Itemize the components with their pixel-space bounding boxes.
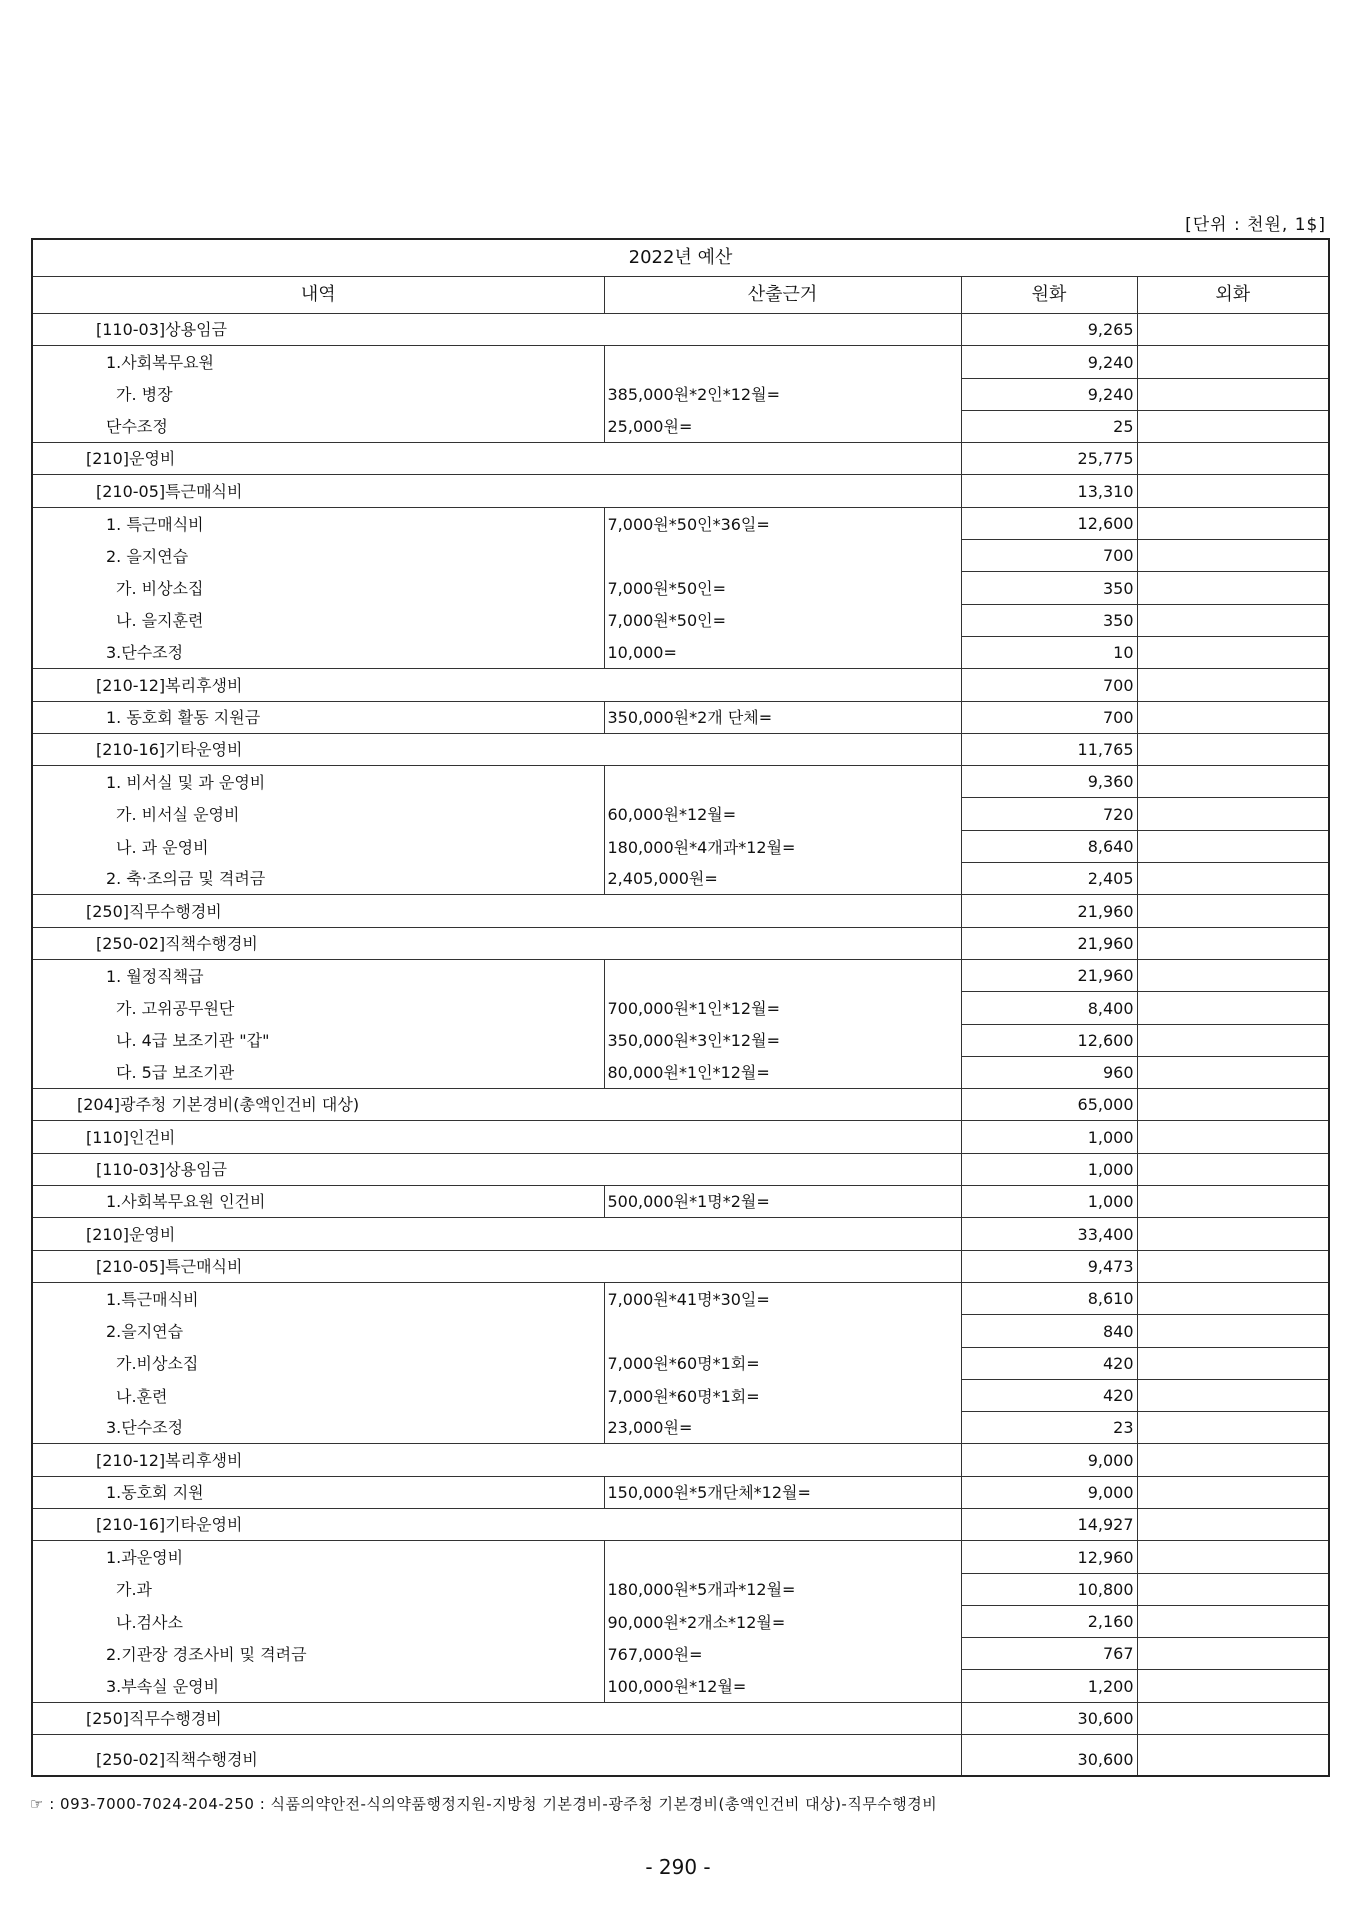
section-row [32, 1702, 1329, 1734]
foreign-amount [1137, 572, 1329, 604]
section-row [32, 1250, 1329, 1282]
item-label: [210-16]기타운영비 [32, 1508, 961, 1540]
krw-amount: 14,927 [961, 1508, 1137, 1540]
calculation-basis: 60,000원*12월= [604, 798, 961, 830]
krw-amount: 9,473 [961, 1250, 1137, 1282]
detail-row [32, 346, 1329, 378]
krw-amount: 9,265 [961, 314, 1137, 346]
detail-row [32, 863, 1329, 895]
foreign-amount [1137, 507, 1329, 539]
krw-amount: 25 [961, 410, 1137, 442]
detail-row [32, 992, 1329, 1024]
item-label: [210-05]특근매식비 [32, 1250, 961, 1282]
krw-amount: 9,000 [961, 1444, 1137, 1476]
calculation-basis: 385,000원*2인*12월= [604, 378, 961, 410]
calculation-basis [604, 1315, 961, 1347]
item-label: 1.과운영비 [32, 1541, 604, 1573]
detail-row [32, 540, 1329, 572]
item-label: 단수조정 [32, 410, 604, 442]
item-label: [250-02]직책수행경비 [32, 1735, 961, 1777]
krw-amount: 33,400 [961, 1218, 1137, 1250]
item-label: [110-03]상용임금 [32, 314, 961, 346]
foreign-amount [1137, 314, 1329, 346]
item-label: [210]운영비 [32, 443, 961, 475]
detail-row [32, 701, 1329, 733]
foreign-amount [1137, 733, 1329, 765]
foreign-amount [1137, 378, 1329, 410]
section-row [32, 733, 1329, 765]
krw-amount: 8,400 [961, 992, 1137, 1024]
krw-amount: 30,600 [961, 1702, 1137, 1734]
foreign-amount [1137, 863, 1329, 895]
section-row [32, 475, 1329, 507]
krw-amount: 420 [961, 1347, 1137, 1379]
foreign-amount [1137, 1508, 1329, 1540]
item-label: 나.훈련 [32, 1379, 604, 1411]
foreign-amount [1137, 443, 1329, 475]
calculation-basis: 25,000원= [604, 410, 961, 442]
calculation-basis: 7,000원*50인= [604, 604, 961, 636]
krw-amount: 9,360 [961, 766, 1137, 798]
item-label: [110]인건비 [32, 1121, 961, 1153]
item-label: 가. 병장 [32, 378, 604, 410]
calculation-basis: 7,000원*60명*1회= [604, 1379, 961, 1411]
item-label: [210-05]특근매식비 [32, 475, 961, 507]
foreign-amount [1137, 636, 1329, 668]
detail-row [32, 1412, 1329, 1444]
item-label: 나. 을지훈련 [32, 604, 604, 636]
detail-row [32, 1379, 1329, 1411]
detail-row [32, 798, 1329, 830]
calculation-basis: 700,000원*1인*12월= [604, 992, 961, 1024]
calculation-basis: 180,000원*4개과*12월= [604, 830, 961, 862]
section-row [32, 314, 1329, 346]
krw-amount: 12,600 [961, 507, 1137, 539]
item-label: [210-16]기타운영비 [32, 733, 961, 765]
foreign-amount [1137, 1282, 1329, 1314]
foreign-amount [1137, 604, 1329, 636]
calculation-basis: 150,000원*5개단체*12월= [604, 1476, 961, 1508]
foreign-amount [1137, 1379, 1329, 1411]
foreign-amount [1137, 1056, 1329, 1088]
krw-amount: 1,000 [961, 1153, 1137, 1185]
calculation-basis: 350,000원*2개 단체= [604, 701, 961, 733]
foreign-amount [1137, 1218, 1329, 1250]
krw-amount: 25,775 [961, 443, 1137, 475]
detail-row [32, 410, 1329, 442]
item-label: 3.단수조정 [32, 1412, 604, 1444]
calculation-basis [604, 766, 961, 798]
calculation-basis: 767,000원= [604, 1638, 961, 1670]
detail-row [32, 1476, 1329, 1508]
item-label: [110-03]상용임금 [32, 1153, 961, 1185]
item-label: 3.부속실 운영비 [32, 1670, 604, 1702]
section-row [32, 1444, 1329, 1476]
detail-row [32, 1347, 1329, 1379]
foreign-amount [1137, 1735, 1329, 1777]
foreign-amount [1137, 669, 1329, 701]
item-label: [250]직무수행경비 [32, 1702, 961, 1734]
foreign-amount [1137, 346, 1329, 378]
account-code-footnote: ☞ : 093-7000-7024-204-250 : 식품의약안전-식의약품행정지원-지방청 기본경비-광주청 기본경비(총액인건비 대상)-직무수행경비 [30, 1795, 938, 1813]
krw-amount: 960 [961, 1056, 1137, 1088]
foreign-amount [1137, 701, 1329, 733]
krw-amount: 700 [961, 701, 1137, 733]
foreign-amount [1137, 1089, 1329, 1121]
foreign-amount [1137, 475, 1329, 507]
foreign-amount [1137, 992, 1329, 1024]
foreign-amount [1137, 1347, 1329, 1379]
table-header-row [32, 277, 1329, 314]
foreign-amount [1137, 1444, 1329, 1476]
krw-amount: 9,240 [961, 378, 1137, 410]
header-foreign: 외화 [1137, 277, 1329, 314]
header-basis: 산출근거 [604, 277, 961, 314]
item-label: 1.사회복무요원 인건비 [32, 1186, 604, 1218]
calculation-basis: 7,000원*50인= [604, 572, 961, 604]
krw-amount: 23 [961, 1412, 1137, 1444]
item-label: 1. 비서실 및 과 운영비 [32, 766, 604, 798]
item-label: 2.기관장 경조사비 및 격려금 [32, 1638, 604, 1670]
section-row [32, 1121, 1329, 1153]
table-title: 2022년 예산 [32, 239, 1329, 277]
item-label: 2. 축·조의금 및 격려금 [32, 863, 604, 895]
calculation-basis: 90,000원*2개소*12월= [604, 1605, 961, 1637]
item-label: 1.동호회 지원 [32, 1476, 604, 1508]
section-row [32, 669, 1329, 701]
krw-amount: 720 [961, 798, 1137, 830]
calculation-basis: 500,000원*1명*2월= [604, 1186, 961, 1218]
section-row [32, 895, 1329, 927]
detail-row [32, 507, 1329, 539]
foreign-amount [1137, 410, 1329, 442]
detail-row [32, 1573, 1329, 1605]
krw-amount: 21,960 [961, 927, 1137, 959]
krw-amount: 8,610 [961, 1282, 1137, 1314]
detail-row [32, 1315, 1329, 1347]
detail-row [32, 572, 1329, 604]
krw-amount: 65,000 [961, 1089, 1137, 1121]
item-label: [210-12]복리후생비 [32, 1444, 961, 1476]
item-label: 나. 과 운영비 [32, 830, 604, 862]
item-label: [210-12]복리후생비 [32, 669, 961, 701]
header-description: 내역 [32, 277, 604, 314]
detail-row [32, 1282, 1329, 1314]
krw-amount: 11,765 [961, 733, 1137, 765]
item-label: 가. 비상소집 [32, 572, 604, 604]
calculation-basis: 7,000원*41명*30일= [604, 1282, 961, 1314]
item-label: [210]운영비 [32, 1218, 961, 1250]
detail-row [32, 1186, 1329, 1218]
detail-row [32, 1638, 1329, 1670]
foreign-amount [1137, 1638, 1329, 1670]
krw-amount: 30,600 [961, 1735, 1137, 1777]
item-label: 2.을지연습 [32, 1315, 604, 1347]
table-body [32, 314, 1329, 1777]
krw-amount: 1,200 [961, 1670, 1137, 1702]
foreign-amount [1137, 540, 1329, 572]
table-title-row [32, 239, 1329, 277]
foreign-amount [1137, 1670, 1329, 1702]
detail-row [32, 830, 1329, 862]
detail-row [32, 959, 1329, 991]
foreign-amount [1137, 1541, 1329, 1573]
foreign-amount [1137, 1605, 1329, 1637]
foreign-amount [1137, 1121, 1329, 1153]
item-label: 1.특근매식비 [32, 1282, 604, 1314]
section-row [32, 1508, 1329, 1540]
item-label: 2. 을지연습 [32, 540, 604, 572]
krw-amount: 700 [961, 669, 1137, 701]
item-label: 다. 5급 보조기관 [32, 1056, 604, 1088]
calculation-basis [604, 1541, 961, 1573]
krw-amount: 2,405 [961, 863, 1137, 895]
detail-row [32, 1056, 1329, 1088]
krw-amount: 9,000 [961, 1476, 1137, 1508]
section-row [32, 1218, 1329, 1250]
foreign-amount [1137, 1250, 1329, 1282]
item-label: [250-02]직책수행경비 [32, 927, 961, 959]
foreign-amount [1137, 1702, 1329, 1734]
krw-amount: 10 [961, 636, 1137, 668]
krw-amount: 350 [961, 604, 1137, 636]
foreign-amount [1137, 766, 1329, 798]
item-label: 1.사회복무요원 [32, 346, 604, 378]
item-label: 가.과 [32, 1573, 604, 1605]
unit-label: [단위 : 천원, 1$] [1185, 215, 1326, 235]
detail-row [32, 604, 1329, 636]
item-label: 1. 월정직책급 [32, 959, 604, 991]
foreign-amount [1137, 1412, 1329, 1444]
item-label: 3.단수조정 [32, 636, 604, 668]
foreign-amount [1137, 927, 1329, 959]
calculation-basis: 80,000원*1인*12월= [604, 1056, 961, 1088]
krw-amount: 1,000 [961, 1186, 1137, 1218]
item-label: [204]광주청 기본경비(총액인건비 대상) [32, 1089, 961, 1121]
foreign-amount [1137, 1476, 1329, 1508]
foreign-amount [1137, 1153, 1329, 1185]
section-row [32, 1735, 1329, 1777]
item-label: 나. 4급 보조기관 "갑" [32, 1024, 604, 1056]
item-label: 가. 고위공무원단 [32, 992, 604, 1024]
section-row [32, 1153, 1329, 1185]
budget-table [31, 238, 1330, 1777]
foreign-amount [1137, 959, 1329, 991]
detail-row [32, 1541, 1329, 1573]
krw-amount: 12,960 [961, 1541, 1137, 1573]
detail-row [32, 378, 1329, 410]
detail-row [32, 636, 1329, 668]
foreign-amount [1137, 1024, 1329, 1056]
item-label: [250]직무수행경비 [32, 895, 961, 927]
krw-amount: 9,240 [961, 346, 1137, 378]
krw-amount: 12,600 [961, 1024, 1137, 1056]
detail-row [32, 1024, 1329, 1056]
krw-amount: 840 [961, 1315, 1137, 1347]
foreign-amount [1137, 830, 1329, 862]
calculation-basis [604, 346, 961, 378]
page-number: - 290 - [645, 1855, 711, 1879]
calculation-basis: 2,405,000원= [604, 863, 961, 895]
krw-amount: 13,310 [961, 475, 1137, 507]
krw-amount: 21,960 [961, 959, 1137, 991]
krw-amount: 350 [961, 572, 1137, 604]
krw-amount: 700 [961, 540, 1137, 572]
krw-amount: 10,800 [961, 1573, 1137, 1605]
item-label: 가.비상소집 [32, 1347, 604, 1379]
header-krw: 원화 [961, 277, 1137, 314]
calculation-basis [604, 540, 961, 572]
calculation-basis [604, 959, 961, 991]
calculation-basis: 100,000원*12월= [604, 1670, 961, 1702]
krw-amount: 21,960 [961, 895, 1137, 927]
krw-amount: 767 [961, 1638, 1137, 1670]
calculation-basis: 10,000= [604, 636, 961, 668]
section-row [32, 443, 1329, 475]
calculation-basis: 7,000원*50인*36일= [604, 507, 961, 539]
item-label: 1. 동호회 활동 지원금 [32, 701, 604, 733]
foreign-amount [1137, 1186, 1329, 1218]
krw-amount: 2,160 [961, 1605, 1137, 1637]
krw-amount: 420 [961, 1379, 1137, 1411]
krw-amount: 8,640 [961, 830, 1137, 862]
foreign-amount [1137, 1315, 1329, 1347]
item-label: 1. 특근매식비 [32, 507, 604, 539]
calculation-basis: 180,000원*5개과*12월= [604, 1573, 961, 1605]
detail-row [32, 766, 1329, 798]
foreign-amount [1137, 798, 1329, 830]
calculation-basis: 23,000원= [604, 1412, 961, 1444]
krw-amount: 1,000 [961, 1121, 1137, 1153]
foreign-amount [1137, 895, 1329, 927]
item-label: 가. 비서실 운영비 [32, 798, 604, 830]
detail-row [32, 1605, 1329, 1637]
calculation-basis: 350,000원*3인*12월= [604, 1024, 961, 1056]
section-row [32, 927, 1329, 959]
detail-row [32, 1670, 1329, 1702]
item-label: 나.검사소 [32, 1605, 604, 1637]
calculation-basis: 7,000원*60명*1회= [604, 1347, 961, 1379]
foreign-amount [1137, 1573, 1329, 1605]
section-row [32, 1089, 1329, 1121]
